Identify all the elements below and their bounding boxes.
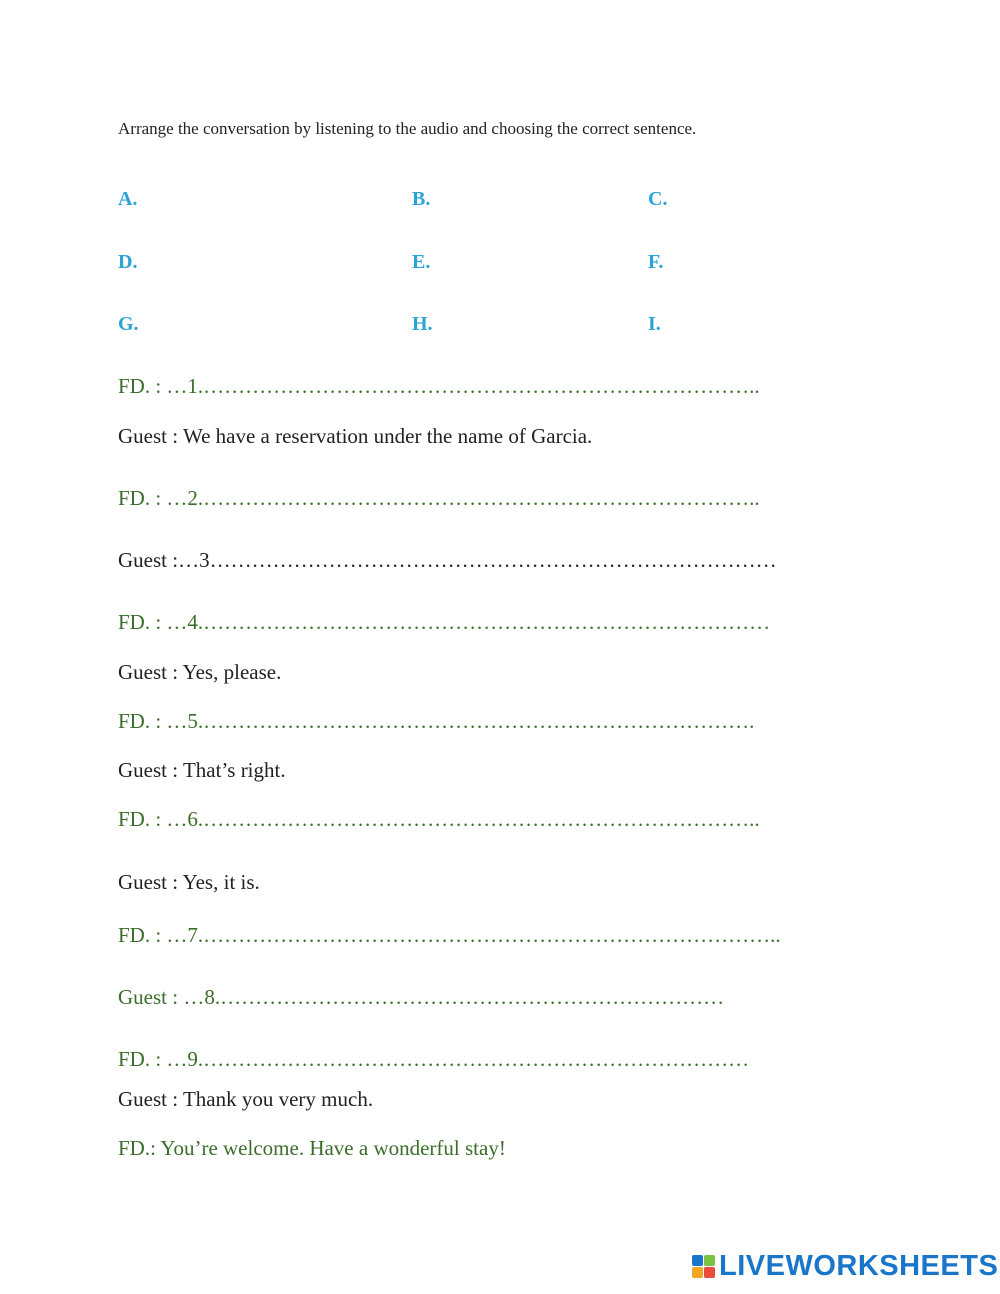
dialogue-line-guest: Guest : We have a reservation under the name of Garcia.: [118, 424, 593, 448]
option-label-b: B.: [412, 188, 431, 210]
option-label-g: G.: [118, 313, 139, 335]
dialogue-line-guest-3[interactable]: Guest :…3………………………………………………………………………: [118, 548, 777, 572]
dialogue-line-guest: Guest : Yes, please.: [118, 660, 282, 684]
dialogue-line-guest: Guest : Yes, it is.: [118, 870, 260, 894]
dialogue-line-guest-8[interactable]: Guest : …8.………………………………………………………………: [118, 985, 725, 1009]
dialogue-line-fd-6[interactable]: FD. : …6.……………………………………………………………………..: [118, 807, 760, 831]
option-label-c: C.: [648, 188, 668, 210]
option-label-e: E.: [412, 251, 431, 273]
brand-name: LIVEWORKSHEETS: [719, 1250, 999, 1282]
instruction-text: Arrange the conversation by listening to the audio and choosing the correct sentence.: [118, 119, 697, 138]
dialogue-line-fd-2[interactable]: FD. : …2.……………………………………………………………………..: [118, 486, 760, 510]
option-label-d: D.: [118, 251, 138, 273]
dialogue-line-fd-4[interactable]: FD. : …4.………………………………………………………………………: [118, 610, 771, 634]
liveworksheets-brand: [692, 1252, 998, 1281]
dialogue-line-guest: Guest : Thank you very much.: [118, 1087, 374, 1111]
dialogue-line-guest: Guest : That’s right.: [118, 758, 286, 782]
dialogue-line-fd-7[interactable]: FD. : …7.………………………………………………………………………..: [118, 923, 781, 947]
dialogue-line-fd-9[interactable]: FD. : …9.……………………………………………………………………: [118, 1047, 750, 1071]
option-label-f: F.: [648, 251, 664, 273]
option-label-i: I.: [648, 313, 661, 335]
option-label-a: A.: [118, 188, 138, 210]
dialogue-line-fd-closing: FD.: You’re welcome. Have a wonderful stay!: [118, 1136, 506, 1160]
dialogue-line-fd-5[interactable]: FD. : …5.…………………………………………………………………….: [118, 709, 755, 733]
dialogue-line-fd-1[interactable]: FD. : …1.……………………………………………………………………..: [118, 374, 760, 398]
liveworksheets-logo-icon: [692, 1255, 715, 1278]
option-label-h: H.: [412, 313, 433, 335]
